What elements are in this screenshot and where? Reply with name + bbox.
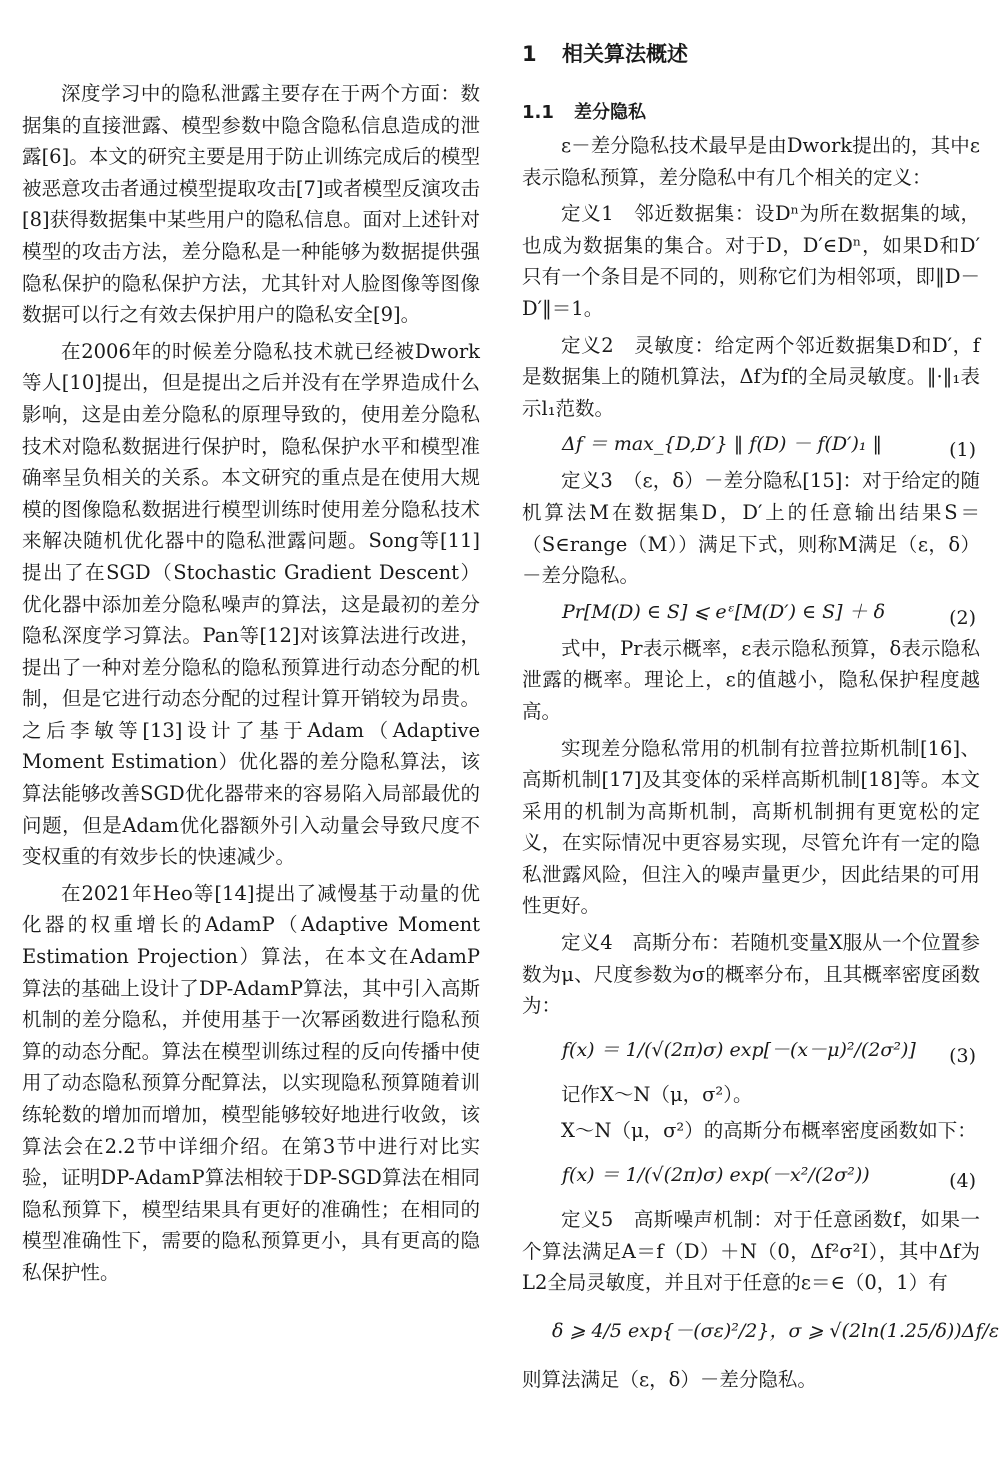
- definition-4: 定义4 高斯分布：若随机变量X服从一个位置参数为μ、尺度参数为σ的概率分布，且其概率密度函数为：: [522, 931, 980, 1018]
- equation-number: (3): [949, 1044, 976, 1067]
- subsection-heading: [522, 98, 980, 128]
- definition-3: 定义3 （ε，δ）－差分隐私[15]：对于给定的随机算法M在数据集D，D′上的任意输出结果S＝（S∈range（M））满足下式，则称M满足（ε，δ）－差分隐私。: [522, 469, 980, 588]
- equation-1: [522, 429, 980, 461]
- equation-3: [522, 1027, 980, 1075]
- equation-5: [522, 1304, 1000, 1360]
- subsection-number: 1.1: [522, 102, 554, 123]
- equation-body: Pr[M(D) ∈ S] ⩽ eᵋ[M(D′) ∈ S] ＋ δ: [562, 600, 886, 623]
- equation-body: δ ⩾ 4/5 exp{－(σε)²/2}，σ ⩾ √(2ln(1.25/δ))Δf/ε: [552, 1319, 1000, 1342]
- equation-number: (2): [949, 606, 976, 629]
- equation-body: Δf ＝ max_{D,D′} ‖ f(D) － f(D′)₁ ‖: [562, 433, 883, 456]
- paragraph: 记作X～N（μ，σ²）。: [561, 1082, 753, 1106]
- definition-1: 定义1 邻近数据集：设Dⁿ为所在数据集的域，也成为数据集的集合。对于D，D′∈Dⁿ，如果D和D′只有一个条目是不同的，则称它们为相邻项，即‖D－D′‖＝1。: [522, 202, 980, 320]
- paragraph: 式中，Pr表示概率，ε表示隐私预算，δ表示隐私泄露的概率。理论上，ε的值越小，隐私保护程度越高。: [522, 636, 980, 723]
- equation-4: [522, 1152, 980, 1200]
- paragraph: 实现差分隐私常用的机制有拉普拉斯机制[16]、高斯机制[17]及其变体的采样高斯机制[18]等。本文采用的机制为高斯机制，高斯机制拥有更宽松的定义，在实际情况中更容易实现，尽管允许有一定的隐私泄露风险，但注入的噪声量更少，因此结果的可用性更好。: [522, 736, 980, 918]
- section-heading: [522, 38, 980, 70]
- definition-2: 定义2 灵敏度：给定两个邻近数据集D和D′，f是数据集上的随机算法，Δf为f的全局灵敏度。‖·‖₁表示l₁范数。: [522, 333, 980, 420]
- left-column: [22, 78, 480, 1294]
- subsection-title: 差分隐私: [574, 102, 646, 123]
- equation-body: f(x) ＝ 1/(√(2π)σ) exp[－(x－μ)²/(2σ²)]: [562, 1038, 916, 1061]
- right-column: [522, 38, 1000, 1400]
- paragraph: 在2006年的时候差分隐私技术就已经被Dwork等人[10]提出，但是提出之后并没有在学界造成什么影响，这是由差分隐私的原理导致的，使用差分隐私技术对隐私数据进行保护时，隐私保护水平和模型准确率呈负相关的关系。本文研究的重点是在使用大规模的图像隐私数据进行模型训练时使用差分隐私技术来解决随机优化器中的隐私泄露问题。Song等[11]提出了在SGD（Stochastic Gradient Descent）优化器中添加差分隐私噪声的算法，这是最初的差分隐私深度学习算法。Pan等[12]对该算法进行改进，提出了一种对差分隐私的隐私预算进行动态分配的机制，但是它进行动态分配的过程计算开销较为昂贵。之后李敏等[13]设计了基于Adam（Adaptive Moment Estimation）优化器的差分隐私算法，该算法能够改善SGD优化器带来的容易陷入局部最优的问题，但是Adam优化器额外引入动量会导致尺度不变权重的有效步长的快速减少。: [22, 339, 480, 869]
- section-title: 相关算法概述: [562, 42, 688, 66]
- equation-number: (1): [949, 439, 976, 462]
- equation-number: (4): [949, 1170, 976, 1193]
- paragraph: 则算法满足（ε，δ）－差分隐私。: [522, 1367, 817, 1391]
- equation-2: [522, 597, 980, 629]
- paragraph: 在2021年Heo等[14]提出了减慢基于动量的优化器的权重增长的AdamP（Adaptive Moment Estimation Projection）算法，在本文在AdamP算法的基础上设计了DP-AdamP算法，其中引入高斯机制的差分隐私，并使用基于一次幂函数进行隐私预算的动态分配。算法在模型训练过程的反向传播中使用了动态隐私预算分配算法，以实现隐私预算随着训练轮数的增加而增加，模型能够较好地进行收敛，该算法会在2.2节中详细介绍。在第3节中进行对比实验，证明DP-AdamP算法相较于DP-SGD算法在相同隐私预算下，模型结果具有更好的准确性；在相同的模型准确性下，需要的隐私预算更小，具有更高的隐私保护性。: [22, 881, 480, 1284]
- paragraph: ε－差分隐私技术最早是由Dwork提出的，其中ε表示隐私预算，差分隐私中有几个相关的定义：: [522, 134, 980, 189]
- equation-body: f(x) ＝ 1/(√(2π)σ) exp(－x²/(2σ²)): [562, 1164, 870, 1187]
- paragraph: X～N（μ，σ²）的高斯分布概率密度函数如下：: [561, 1119, 977, 1143]
- definition-5: 定义5 高斯噪声机制：对于任意函数f，如果一个算法满足A＝f（D）＋N（0，Δf²σ²I），其中Δf为L2全局灵敏度，并且对于任意的ε＝∈（0，1）有: [522, 1208, 980, 1295]
- section-number: 1: [522, 42, 537, 66]
- paragraph: 深度学习中的隐私泄露主要存在于两个方面：数据集的直接泄露、模型参数中隐含隐私信息造成的泄露[6]。本文的研究主要是用于防止训练完成后的模型被恶意攻击者通过模型提取攻击[7]或者模型反演攻击[8]获得数据集中某些用户的隐私信息。面对上述针对模型的攻击方法，差分隐私是一种能够为数据提供强隐私保护的隐私保护方法，尤其针对人脸图像等图像数据可以行之有效去保护用户的隐私安全[9]。: [22, 82, 480, 327]
